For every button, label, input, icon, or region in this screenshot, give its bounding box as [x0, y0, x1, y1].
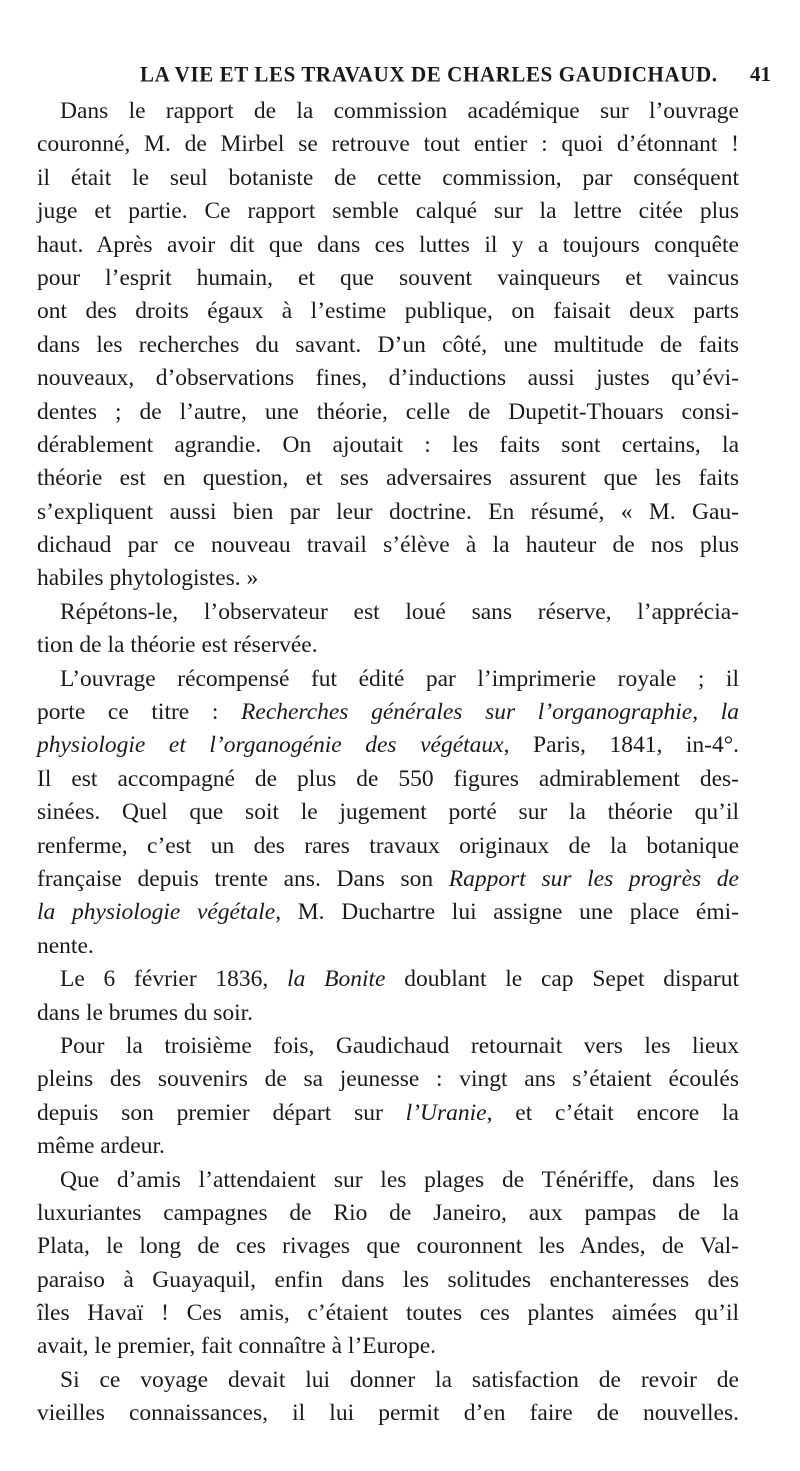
- text-segment: Plata, le long de ces rivages que couronnent les Andes, de Val-: [37, 1233, 739, 1260]
- text-segment: avait, le premier, fait connaître à l’Europe.: [37, 1333, 437, 1360]
- text-segment: même ardeur.: [37, 1133, 165, 1160]
- text-line: [37, 763, 739, 796]
- text-line: [37, 329, 739, 362]
- text-line: [37, 930, 739, 963]
- text-line: [37, 529, 739, 562]
- text-line: [37, 830, 739, 863]
- text-segment: Le 6 février 1836,: [60, 966, 288, 993]
- text-line: [37, 128, 739, 161]
- text-segment: dans les recherches du savant. D’un côté, une multitude de faits: [37, 331, 739, 358]
- text-segment: , et c’était encore la: [486, 1099, 739, 1126]
- text-segment: haut. Après avoir dit que dans ces luttes il y a toujours conquête: [37, 231, 739, 258]
- text-segment: tion de la théorie est réservée.: [37, 632, 318, 659]
- text-line: [37, 162, 739, 195]
- text-line: [37, 95, 739, 128]
- italic-text: la physiologie végétale: [37, 899, 276, 926]
- text-segment: juge et partie. Ce rapport semble calqué sur la lettre citée plus: [37, 198, 739, 225]
- text-segment: nouveaux, d’observations fines, d’inductions aussi justes qu’évi-: [37, 365, 739, 392]
- text-line: [37, 429, 739, 462]
- text-line: [37, 963, 739, 996]
- text-segment: Répétons-le, l’observateur est loué sans réserve, l’apprécia-: [60, 598, 739, 625]
- text-segment: , M. Duchartre lui assigne une place émi-: [275, 899, 739, 926]
- text-line: [37, 596, 739, 629]
- text-line: [37, 496, 739, 529]
- text-segment: s’expliquent aussi bien par leur doctrine. En résumé, « M. Gau-: [37, 498, 739, 525]
- text-segment: Dans le rapport de la commission académique sur l’ouvrage: [60, 98, 739, 124]
- text-line: [37, 663, 739, 696]
- text-segment: Il est accompagné de plus de 550 figures admirablement des-: [37, 765, 739, 792]
- text-segment: pleins des souvenirs de sa jeunesse : vingt ans s’étaient écoulés: [37, 1066, 739, 1093]
- text-line: [37, 1063, 739, 1096]
- text-segment: îles Havaï ! Ces amis, c’étaient toutes ces plantes aimées qu’il: [37, 1300, 739, 1327]
- text-line: [37, 1197, 739, 1230]
- text-segment: vieilles connaissances, il lui permit d’en faire de nouvelles.: [37, 1400, 739, 1427]
- text-segment: dichaud par ce nouveau travail s’élève à la hauteur de nos plus: [37, 532, 739, 559]
- text-line: [37, 396, 739, 429]
- text-segment: sinées. Quel que soit le jugement porté sur la théorie qu’il: [37, 799, 739, 826]
- text-segment: théorie est en question, et ses adversaires assurent que les faits: [37, 465, 739, 492]
- text-segment: , Paris, 1841, in-4°.: [503, 732, 739, 759]
- text-line: [37, 362, 739, 395]
- text-segment: paraiso à Guayaquil, enfin dans les solitudes enchanteresses des: [37, 1266, 739, 1293]
- text-segment: L’ouvrage récompensé fut édité par l’imprimerie royale ; il: [60, 665, 739, 692]
- text-segment: habiles phytologistes. »: [37, 565, 259, 592]
- text-segment: ont des droits égaux à l’estime publique, on faisait deux parts: [37, 298, 739, 325]
- text-line: [37, 1030, 739, 1063]
- text-segment: porte ce titre :: [37, 699, 242, 726]
- text-line: [37, 896, 739, 929]
- text-line: [37, 1097, 739, 1130]
- text-line: [37, 1130, 739, 1163]
- italic-text: la Bonite: [287, 966, 386, 993]
- text-line: [37, 229, 739, 262]
- italic-text: Recherches générales sur l’organographie, la: [241, 699, 739, 726]
- text-line: [37, 863, 739, 896]
- italic-text: physiologie et l’organogénie des végétaux: [37, 732, 504, 759]
- text-segment: française depuis trente ans. Dans son: [37, 865, 449, 892]
- body-text: [37, 95, 739, 1431]
- text-line: [37, 262, 739, 295]
- text-segment: dérablement agrandie. On ajoutait : les faits sont certains, la: [37, 431, 739, 458]
- text-segment: doublant le cap Sepet disparut: [385, 966, 740, 993]
- text-line: [37, 295, 739, 328]
- text-line: [37, 997, 739, 1030]
- text-segment: couronné, M. de Mirbel se retrouve tout entier : quoi d’étonnant !: [37, 131, 739, 158]
- running-head: LA VIE ET LES TRAVAUX DE CHARLES GAUDICHAUD.: [140, 61, 718, 87]
- page-header: [0, 62, 800, 92]
- text-segment: nente.: [37, 932, 94, 959]
- text-line: [37, 1164, 739, 1197]
- text-line: [37, 1330, 739, 1363]
- text-line: [37, 1230, 739, 1263]
- text-line: [37, 1364, 739, 1397]
- text-line: [37, 729, 739, 762]
- text-segment: renferme, c’est un des rares travaux originaux de la botanique: [37, 832, 739, 859]
- text-line: [37, 1397, 739, 1430]
- text-line: [37, 629, 739, 662]
- text-segment: il était le seul botaniste de cette commission, par conséquent: [37, 164, 739, 191]
- text-line: [37, 1297, 739, 1330]
- italic-text: l’Uranie: [405, 1099, 487, 1126]
- italic-text: Rapport sur les progrès de: [448, 865, 739, 892]
- text-segment: dentes ; de l’autre, une théorie, celle de Dupetit-Thouars consi-: [37, 398, 739, 425]
- text-line: [37, 696, 739, 729]
- text-segment: luxuriantes campagnes de Rio de Janeiro, aux pampas de la: [37, 1199, 739, 1226]
- text-segment: depuis son premier départ sur: [37, 1099, 406, 1126]
- text-line: [37, 1264, 739, 1297]
- text-segment: Pour la troisième fois, Gaudichaud retournait vers les lieux: [60, 1032, 739, 1059]
- text-segment: Si ce voyage devait lui donner la satisfaction de revoir de: [60, 1366, 739, 1393]
- text-line: [37, 562, 739, 595]
- text-line: [37, 796, 739, 829]
- text-line: [37, 462, 739, 495]
- text-segment: pour l’esprit humain, et que souvent vainqueurs et vaincus: [37, 264, 739, 291]
- text-line: [37, 195, 739, 228]
- text-segment: dans le brumes du soir.: [37, 999, 254, 1026]
- page-number: 41: [750, 62, 771, 86]
- text-segment: Que d’amis l’attendaient sur les plages de Ténériffe, dans les: [60, 1166, 739, 1193]
